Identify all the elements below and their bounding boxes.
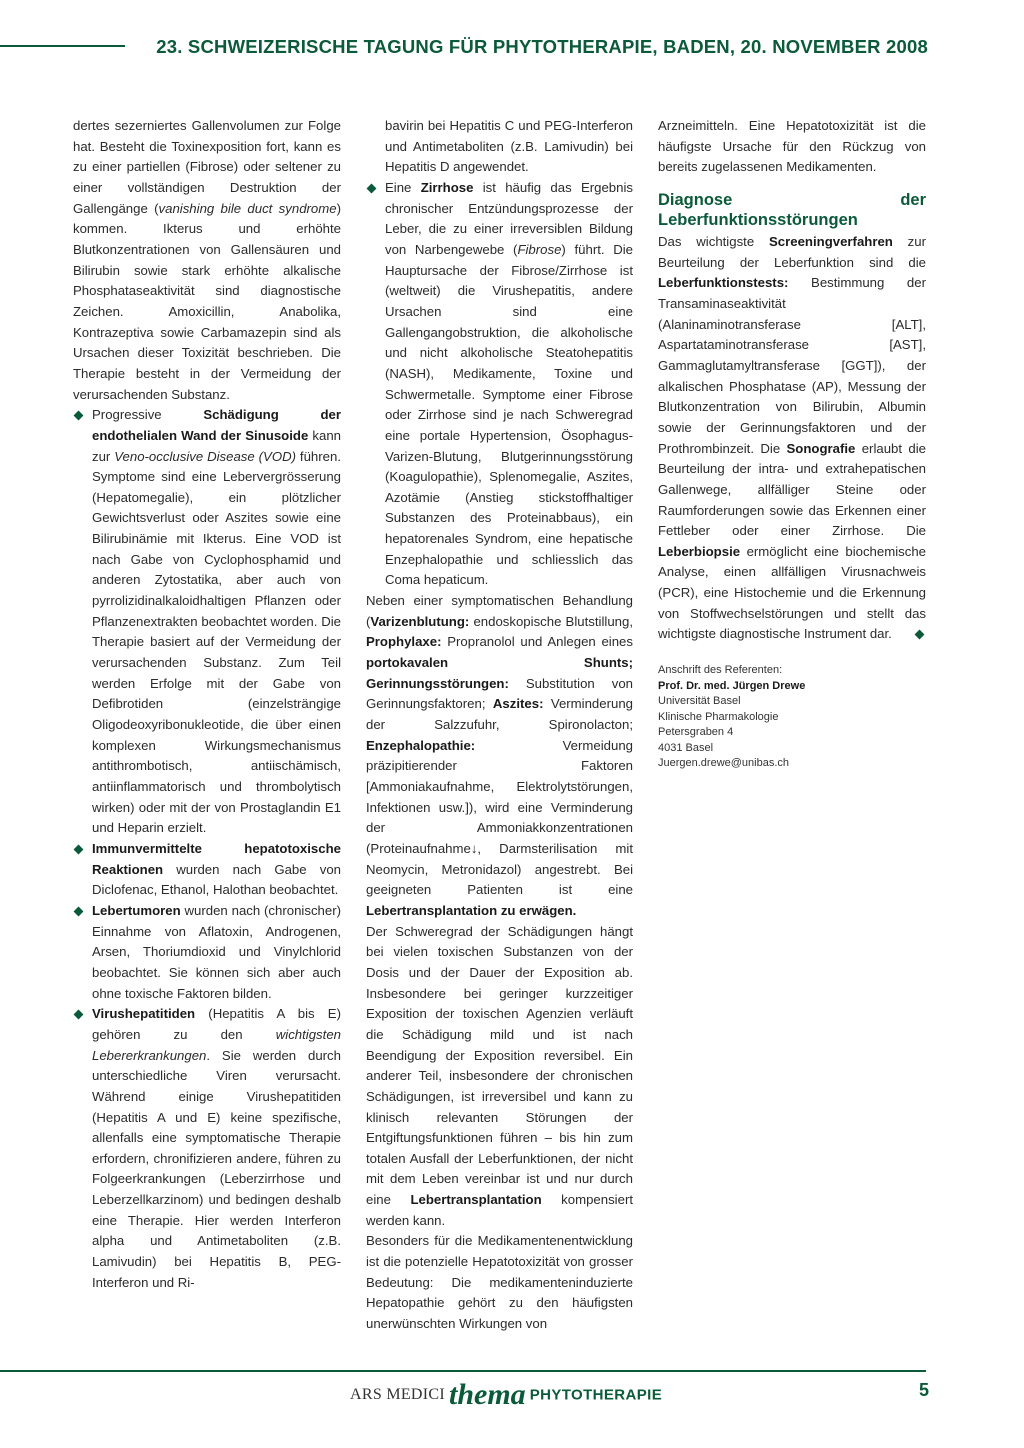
bullet-item: Lebertumoren wurden nach (chronischer) Einnahme von Aflatoxin, Androgenen, Arsen, Thoriumdioxid und Vinylchlorid beobachtet. Sie können sich aber auch ohne toxische Faktoren bilden. [73,901,341,1004]
column-1 [73,116,341,1293]
brand-thema: thema [449,1378,526,1411]
bullet-item: Eine Zirrhose ist häufig das Ergebnis chronischer Entzündungsprozesse der Leber, die zu einer irreversiblen Bildung von Narbengewebe (Fibrose) führt. Die Hauptursache der Fibrose/Zirrhose ist (weltweit) die Virushepatitis, andere Ursachen sind eine Gallengangobstruktion, die alkoholische und nicht alkoholische Steatohepatitis (NASH), Medikamente, Toxine und Schwermetalle. Symptome einer Fibrose oder Zirrhose sind je nach Schweregrad eine portale Hypertension, Ösophagus-Varizen-Blutung, Blutgerinnungsstörung (Koagulopathie), Splenomegalie, Aszites, Azotämie (Anstieg stickstoffhaltiger Substanzen des Proteinabbaus), ein hepatorenales Syndrom, eine hepatische Enzephalopathie und schliesslich das Coma hepaticum. [366,178,633,591]
bullet-item: Virushepatitiden (Hepatitis A bis E) gehören zu den wichtigsten Lebererkrankungen. Sie werden durch unterschiedliche Viren verursacht. Während einige Virushepatitiden (Hepatitis A und E) keine spezifische, allenfalls eine symptomatische Therapie erfordern, chronifizieren andere, führen zu Folgeerkrankungen (Leberzirrhose und Leberzellkarzinom) und bedingen deshalb eine Therapie. Hier werden Interferon alpha und Antimetaboliten (z.B. Lamivudin) bei Hepatitis B, PEG-Interferon und Ri- [73,1004,341,1293]
author-email: Juergen.drewe@unibas.ch [658,757,790,770]
address-line: 4031 Basel [658,741,714,754]
bullet-item: Immunvermittelte hepatotoxische Reaktionen wurden nach Gabe von Diclofenac, Ethanol, Halothan beobachtet. [73,839,341,901]
brand-ars-medici: ARS MEDICI [350,1386,446,1403]
column-2 [366,116,633,1335]
paragraph: dertes sezerniertes Gallenvolumen zur Folge hat. Besteht die Toxinexposition fort, kann es zu einer partiellen (Fibrose) oder seltener zu einer vollständigen Destruktion der Gallengänge (vanishing bile duct syndrome) kommen. Ikterus und erhöhte Blutkonzentrationen von Gallensäuren und Bilirubin sowie stark erhöhte alkalische Phosphataseaktivität sind diagnostische Zeichen. Amoxicillin, Anabolika, Kontrazeptiva sowie Carbamazepin sind als Ursachen dieser Toxizität beschrieben. Die Therapie besteht in der Vermeidung der verursachenden Substanz. [73,118,341,402]
address-line: Universität Basel [658,695,741,708]
author-address [658,663,926,772]
page-header-title: 23. SCHWEIZERISCHE TAGUNG FÜR PHYTOTHERAPIE, BADEN, 20. NOVEMBER 2008 [156,36,928,57]
address-line: Klinische Pharmakologie [658,710,779,723]
brand-section-name: PHYTOTHERAPIE [529,1386,663,1404]
paragraph: Besonders für die Medikamentenentwicklung ist die potenzielle Hepatotoxizität von grosser Bedeutung: Die medikamenteninduzierte Hepatopathie gehört zu den häufigsten unerwünschten Wirkungen von [366,1233,633,1332]
paragraph: Der Schweregrad der Schädigungen hängt bei vielen toxischen Substanzen von der Dosis und der Dauer der Exposition ab. Insbesondere bei geringer kurzzeitiger Exposition der toxischen Agenzien verläuft die Schädigung mild und ist nach Beendigung der Exposition reversibel. Ein anderer Teil, insbesondere der chronischen Schädigungen, ist irreversibel und kann zu klinisch relevanten Störungen der Entgiftungsfunktionen führen – bis hin zum totalen Ausfall der Leberfunktionen, der nicht mit dem Leben vereinbar ist und nur durch eine Lebertransplantation kompensiert werden kann. [366,923,633,1228]
address-line: Petersgraben 4 [658,726,734,739]
paragraph: Arzneimitteln. Eine Hepatotoxizität ist die häufigste Ursache für den Rückzug von bereits zugelassenen Medikamenten. [658,118,926,175]
section-heading: Diagnose der Leberfunktionsstörungen [658,190,926,229]
paragraph: Neben einer symptomatischen Behandlung (Varizenblutung: endoskopische Blutstillung, Prophylaxe: Propranolol und Anlegen eines portokavalen Shunts; Gerinnungsstörungen: Substitution von Gerinnungsfaktoren; Aszites: Verminderung der Salzzufuhr, Spironolacton; Enzephalopathie: Vermeidung präzipitierender Faktoren [Ammoniakaufnahme, Elektrolytstörungen, Infektionen usw.]), wird eine Verminderung der Ammoniakkonzentrationen (Proteinaufnahme↓, Darmsterilisation mit Neomycin, Metronidazol) angestrebt. Bei geeigneten Patienten ist eine Lebertransplantation zu erwägen. [366,593,633,918]
paragraph: Das wichtigste Screeningverfahren zur Beurteilung der Leberfunktion sind die Leberfunktionstests: Bestimmung der Transaminaseaktivität (Alaninaminotransferase [ALT], Aspartataminotransferase [AST], Gammaglutamyltransferase [GGT]), der alkalischen Phosphatase (AP), Messung der Blutkonzentration von Bilirubin, Albumin sowie der Gerinnungsfaktoren und der Prothrombinzeit. Die Sonografie erlaubt die Beurteilung der intra- und extrahepatischen Gallenwege, allfälliger Steine oder Raumforderungen sowie das Erkennen einer Fettleber oder einer Zirrhose. Die Leberbiopsie ermöglicht eine biochemische Analyse, einen allfälligen Virusnachweis (PCR), eine Histochemie und die Erkennung von Stoffwechselstörungen und stellt das wichtigste diagnostische Instrument dar. [658,233,926,642]
page-number: 5 [918,1380,929,1400]
bullet-item: Progressive Schädigung der endothelialen Wand der Sinusoide kann zur Veno-occlusive Disease (VOD) führen. Symptome sind eine Lebervergrösserung (Hepatomegalie), ein plötzlicher Gewichtsverlust oder Aszites sowie eine Bilirubinämie mit Ikterus. Eine VOD ist nach Gabe von Cyclophosphamid und anderen Zytostatika, aber auch von pyrrolizidinalkaloidhaltigen Pflanzen oder Pflanzenextrakten beobachtet worden. Die Therapie basiert auf der Vermeidung der verursachenden Substanz. Zum Teil werden Erfolge mit der Gabe von Defibrotiden (einzelsträngige Oligodeoxyribonukleotide, die über einen komplexen Wirkungsmechanismus antithrombotisch, antiischämisch, antiinflammatorisch und thrombolytisch wirken) oder mit der von Prostaglandin E1 und Heparin erzielt. [73,405,341,839]
address-label: Anschrift des Referenten: [658,664,783,677]
column-3 [658,116,926,772]
bullet-continuation: bavirin bei Hepatitis C und PEG-Interferon und Antimetaboliten (z.B. Lamivudin) bei Hepatitis D angewendet. [385,118,633,175]
header-rule [0,45,125,47]
footer-rule [0,1370,926,1372]
end-of-article-diamond-icon [915,630,925,640]
author-name: Prof. Dr. med. Jürgen Drewe [658,679,806,692]
footer-brand-logo [350,1378,662,1412]
